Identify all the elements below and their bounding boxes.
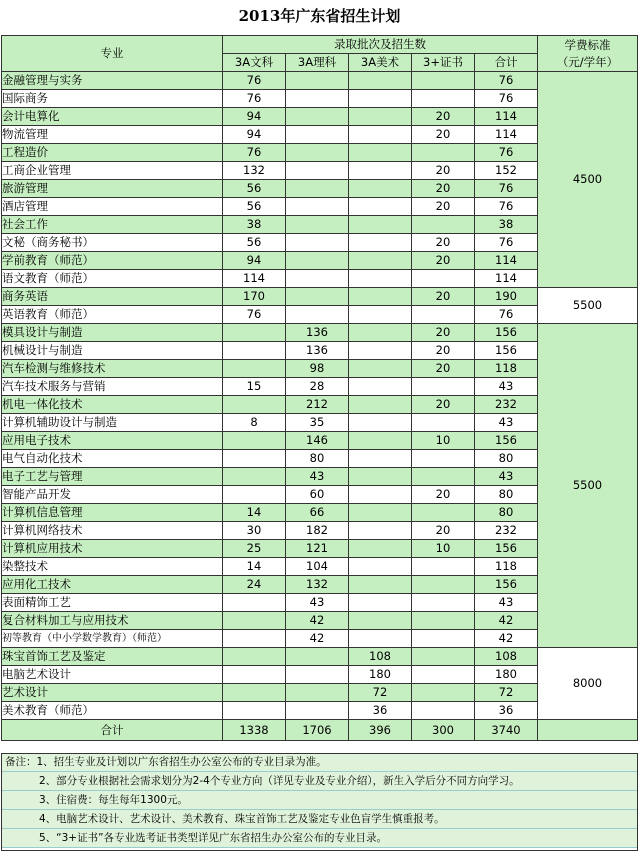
cell-mei	[349, 504, 412, 522]
header-fee-line1: 学费标准	[564, 37, 611, 52]
cell-wen: 94	[223, 126, 286, 144]
cell-li: 43	[286, 594, 349, 612]
cell-zheng	[412, 702, 475, 720]
fee-cell: 5500	[538, 324, 638, 648]
cell-zheng	[412, 414, 475, 432]
cell-zheng	[412, 450, 475, 468]
cell-zheng	[412, 306, 475, 324]
cell-total: 156	[475, 576, 538, 594]
major-name: 汽车技术服务与营销	[2, 378, 223, 396]
cell-zheng	[412, 504, 475, 522]
cell-zheng: 20	[412, 252, 475, 270]
major-name: 工程造价	[2, 144, 223, 162]
cell-wen: 56	[223, 234, 286, 252]
cell-mei	[349, 558, 412, 576]
cell-mei	[349, 90, 412, 108]
cell-zheng: 20	[412, 342, 475, 360]
header-batch-group: 录取批次及招生数	[223, 36, 538, 54]
cell-mei	[349, 450, 412, 468]
cell-mei	[349, 198, 412, 216]
cell-total: 118	[475, 558, 538, 576]
cell-total: 190	[475, 288, 538, 306]
cell-mei	[349, 288, 412, 306]
cell-mei	[349, 414, 412, 432]
cell-zheng: 20	[412, 108, 475, 126]
cell-wen	[223, 630, 286, 648]
major-name: 电脑艺术设计	[2, 666, 223, 684]
cell-li: 66	[286, 504, 349, 522]
cell-mei	[349, 126, 412, 144]
major-name: 工商企业管理	[2, 162, 223, 180]
cell-mei	[349, 306, 412, 324]
page-title: 2013年广东省招生计划	[238, 7, 401, 25]
header-col-mei: 3A美术	[349, 54, 412, 72]
cell-li	[286, 126, 349, 144]
cell-wen: 76	[223, 90, 286, 108]
total-total: 3740	[475, 720, 538, 741]
total-label: 合计	[2, 720, 223, 741]
cell-total: 76	[475, 90, 538, 108]
cell-total: 76	[475, 180, 538, 198]
major-name: 电气自动化技术	[2, 450, 223, 468]
cell-mei	[349, 270, 412, 288]
cell-total: 76	[475, 234, 538, 252]
cell-wen: 76	[223, 306, 286, 324]
major-name: 物流管理	[2, 126, 223, 144]
major-name: 旅游管理	[2, 180, 223, 198]
cell-zheng: 20	[412, 180, 475, 198]
major-name: 表面精饰工艺	[2, 594, 223, 612]
cell-mei	[349, 108, 412, 126]
cell-zheng	[412, 612, 475, 630]
cell-wen	[223, 648, 286, 666]
cell-wen: 114	[223, 270, 286, 288]
header-col-wen: 3A文科	[223, 54, 286, 72]
major-name: 珠宝首饰工艺及鉴定	[2, 648, 223, 666]
cell-li	[286, 666, 349, 684]
major-name: 染整技术	[2, 558, 223, 576]
note-3: 3、住宿费：每生每年1300元。	[1, 791, 638, 810]
table-row	[2, 72, 638, 90]
cell-zheng: 20	[412, 288, 475, 306]
cell-zheng	[412, 216, 475, 234]
major-name: 应用电子技术	[2, 432, 223, 450]
cell-total: 76	[475, 306, 538, 324]
total-li: 1706	[286, 720, 349, 741]
cell-li: 136	[286, 342, 349, 360]
cell-zheng	[412, 144, 475, 162]
cell-wen: 132	[223, 162, 286, 180]
total-zheng: 300	[412, 720, 475, 741]
major-name: 商务英语	[2, 288, 223, 306]
major-name: 计算机辅助设计与制造	[2, 414, 223, 432]
notes-section	[1, 753, 638, 848]
note-5: 5、“3+证书”各专业选考证书类型详见广东省招生办公室公布的专业目录。	[1, 829, 638, 848]
cell-wen: 30	[223, 522, 286, 540]
cell-li	[286, 288, 349, 306]
cell-zheng: 20	[412, 324, 475, 342]
cell-mei	[349, 162, 412, 180]
major-name: 会计电算化	[2, 108, 223, 126]
cell-zheng	[412, 72, 475, 90]
cell-zheng: 10	[412, 540, 475, 558]
header-row-1	[2, 36, 638, 54]
cell-mei	[349, 144, 412, 162]
cell-li	[286, 198, 349, 216]
cell-mei	[349, 630, 412, 648]
cell-zheng	[412, 630, 475, 648]
cell-zheng: 20	[412, 522, 475, 540]
cell-total: 80	[475, 504, 538, 522]
cell-wen	[223, 468, 286, 486]
cell-li: 104	[286, 558, 349, 576]
cell-wen	[223, 342, 286, 360]
cell-mei	[349, 360, 412, 378]
enrollment-table	[1, 35, 638, 741]
fee-cell: 4500	[538, 72, 638, 288]
cell-wen: 76	[223, 72, 286, 90]
cell-li: 42	[286, 612, 349, 630]
major-name: 学前教育（师范）	[2, 252, 223, 270]
cell-li: 60	[286, 486, 349, 504]
cell-wen	[223, 612, 286, 630]
cell-zheng	[412, 576, 475, 594]
major-name: 酒店管理	[2, 198, 223, 216]
major-name: 计算机信息管理	[2, 504, 223, 522]
cell-zheng: 20	[412, 198, 475, 216]
table-row	[2, 324, 638, 342]
cell-total: 114	[475, 270, 538, 288]
cell-zheng	[412, 648, 475, 666]
cell-total: 156	[475, 540, 538, 558]
cell-mei	[349, 486, 412, 504]
major-name: 英语教育（师范）	[2, 306, 223, 324]
cell-li: 28	[286, 378, 349, 396]
cell-mei	[349, 324, 412, 342]
cell-wen	[223, 432, 286, 450]
cell-total: 156	[475, 432, 538, 450]
cell-li	[286, 648, 349, 666]
cell-total: 118	[475, 360, 538, 378]
cell-li: 136	[286, 324, 349, 342]
fee-cell: 8000	[538, 648, 638, 720]
major-name: 汽车检测与维修技术	[2, 360, 223, 378]
cell-total: 43	[475, 378, 538, 396]
cell-wen	[223, 684, 286, 702]
cell-wen	[223, 450, 286, 468]
total-wen: 1338	[223, 720, 286, 741]
cell-li	[286, 270, 349, 288]
cell-mei	[349, 234, 412, 252]
table-row	[2, 648, 638, 666]
cell-zheng: 20	[412, 126, 475, 144]
major-name: 电子工艺与管理	[2, 468, 223, 486]
cell-mei	[349, 216, 412, 234]
fee-cell: 5500	[538, 288, 638, 324]
cell-mei: 36	[349, 702, 412, 720]
cell-li: 182	[286, 522, 349, 540]
cell-total: 80	[475, 486, 538, 504]
major-name: 初等教育（中小学数学教育）（师范）	[2, 630, 223, 648]
cell-li	[286, 252, 349, 270]
total-row	[2, 720, 638, 741]
cell-li: 212	[286, 396, 349, 414]
cell-mei	[349, 432, 412, 450]
cell-wen: 56	[223, 198, 286, 216]
major-name: 计算机网络技术	[2, 522, 223, 540]
major-name: 复合材料加工与应用技术	[2, 612, 223, 630]
cell-total: 180	[475, 666, 538, 684]
cell-zheng: 10	[412, 432, 475, 450]
cell-total: 42	[475, 630, 538, 648]
major-name: 语文教育（师范）	[2, 270, 223, 288]
cell-li: 146	[286, 432, 349, 450]
cell-wen: 15	[223, 378, 286, 396]
cell-total: 80	[475, 450, 538, 468]
header-col-total: 合计	[475, 54, 538, 72]
cell-wen	[223, 486, 286, 504]
note-1: 备注：1、招生专业及计划以广东省招生办公室公布的专业目录为准。	[1, 753, 638, 772]
table-row	[2, 288, 638, 306]
cell-li: 42	[286, 630, 349, 648]
cell-total: 72	[475, 684, 538, 702]
cell-zheng	[412, 684, 475, 702]
cell-zheng: 20	[412, 234, 475, 252]
cell-mei	[349, 522, 412, 540]
cell-wen: 25	[223, 540, 286, 558]
cell-wen: 14	[223, 504, 286, 522]
cell-total: 76	[475, 144, 538, 162]
cell-total: 114	[475, 252, 538, 270]
cell-li: 43	[286, 468, 349, 486]
cell-mei	[349, 594, 412, 612]
cell-wen: 170	[223, 288, 286, 306]
table-body	[2, 36, 638, 741]
cell-mei: 72	[349, 684, 412, 702]
cell-mei	[349, 342, 412, 360]
note-4: 4、电脑艺术设计、艺术设计、美术教育、珠宝首饰工艺及鉴定专业色盲学生慎重报考。	[1, 810, 638, 829]
major-name: 社会工作	[2, 216, 223, 234]
major-name: 应用化工技术	[2, 576, 223, 594]
cell-total: 36	[475, 702, 538, 720]
cell-mei	[349, 396, 412, 414]
major-name: 计算机应用技术	[2, 540, 223, 558]
cell-mei	[349, 540, 412, 558]
cell-zheng: 20	[412, 486, 475, 504]
cell-mei	[349, 252, 412, 270]
cell-total: 43	[475, 414, 538, 432]
cell-zheng	[412, 270, 475, 288]
cell-zheng	[412, 558, 475, 576]
cell-wen	[223, 324, 286, 342]
cell-mei: 108	[349, 648, 412, 666]
cell-li	[286, 306, 349, 324]
cell-li	[286, 108, 349, 126]
cell-total: 156	[475, 324, 538, 342]
major-name: 机械设计与制造	[2, 342, 223, 360]
cell-wen: 24	[223, 576, 286, 594]
cell-li: 121	[286, 540, 349, 558]
cell-zheng	[412, 666, 475, 684]
cell-li	[286, 162, 349, 180]
cell-li: 98	[286, 360, 349, 378]
cell-total: 43	[475, 594, 538, 612]
cell-wen: 38	[223, 216, 286, 234]
cell-zheng: 20	[412, 360, 475, 378]
cell-total: 43	[475, 468, 538, 486]
cell-li: 35	[286, 414, 349, 432]
cell-wen: 94	[223, 108, 286, 126]
cell-wen: 94	[223, 252, 286, 270]
cell-wen	[223, 594, 286, 612]
cell-mei	[349, 378, 412, 396]
cell-mei	[349, 612, 412, 630]
note-2: 2、部分专业根据社会需求划分为2-4个专业方向（详见专业及专业介绍），新生入学后分不同方向学习。	[1, 772, 638, 791]
cell-total: 156	[475, 342, 538, 360]
cell-total: 38	[475, 216, 538, 234]
cell-zheng	[412, 468, 475, 486]
cell-mei	[349, 576, 412, 594]
cell-li: 132	[286, 576, 349, 594]
cell-wen: 76	[223, 144, 286, 162]
total-mei: 396	[349, 720, 412, 741]
major-name: 模具设计与制造	[2, 324, 223, 342]
header-fee	[538, 36, 638, 72]
cell-zheng	[412, 378, 475, 396]
cell-total: 108	[475, 648, 538, 666]
major-name: 文秘（商务秘书）	[2, 234, 223, 252]
cell-total: 232	[475, 396, 538, 414]
major-name: 金融管理与实务	[2, 72, 223, 90]
cell-zheng: 20	[412, 396, 475, 414]
cell-li	[286, 144, 349, 162]
cell-total: 232	[475, 522, 538, 540]
cell-mei	[349, 72, 412, 90]
cell-li	[286, 72, 349, 90]
header-major: 专业	[2, 36, 223, 72]
cell-li	[286, 90, 349, 108]
cell-li	[286, 216, 349, 234]
header-fee-line2: （元/学年）	[556, 54, 619, 69]
cell-mei: 180	[349, 666, 412, 684]
cell-li	[286, 684, 349, 702]
cell-wen: 14	[223, 558, 286, 576]
cell-li: 80	[286, 450, 349, 468]
cell-zheng: 20	[412, 162, 475, 180]
cell-li	[286, 234, 349, 252]
cell-mei	[349, 180, 412, 198]
cell-zheng	[412, 594, 475, 612]
cell-wen	[223, 396, 286, 414]
cell-wen	[223, 666, 286, 684]
major-name: 国际商务	[2, 90, 223, 108]
cell-wen	[223, 702, 286, 720]
cell-total: 114	[475, 126, 538, 144]
major-name: 艺术设计	[2, 684, 223, 702]
cell-zheng	[412, 90, 475, 108]
cell-total: 42	[475, 612, 538, 630]
cell-li	[286, 702, 349, 720]
cell-wen	[223, 360, 286, 378]
cell-wen: 8	[223, 414, 286, 432]
header-col-zheng: 3+证书	[412, 54, 475, 72]
major-name: 美术教育（师范）	[2, 702, 223, 720]
cell-li	[286, 180, 349, 198]
cell-total: 114	[475, 108, 538, 126]
major-name: 智能产品开发	[2, 486, 223, 504]
cell-total: 76	[475, 72, 538, 90]
cell-total: 152	[475, 162, 538, 180]
cell-mei	[349, 468, 412, 486]
cell-wen: 56	[223, 180, 286, 198]
cell-total: 76	[475, 198, 538, 216]
total-fee-empty	[538, 720, 638, 741]
major-name: 机电一体化技术	[2, 396, 223, 414]
header-col-li: 3A理科	[286, 54, 349, 72]
